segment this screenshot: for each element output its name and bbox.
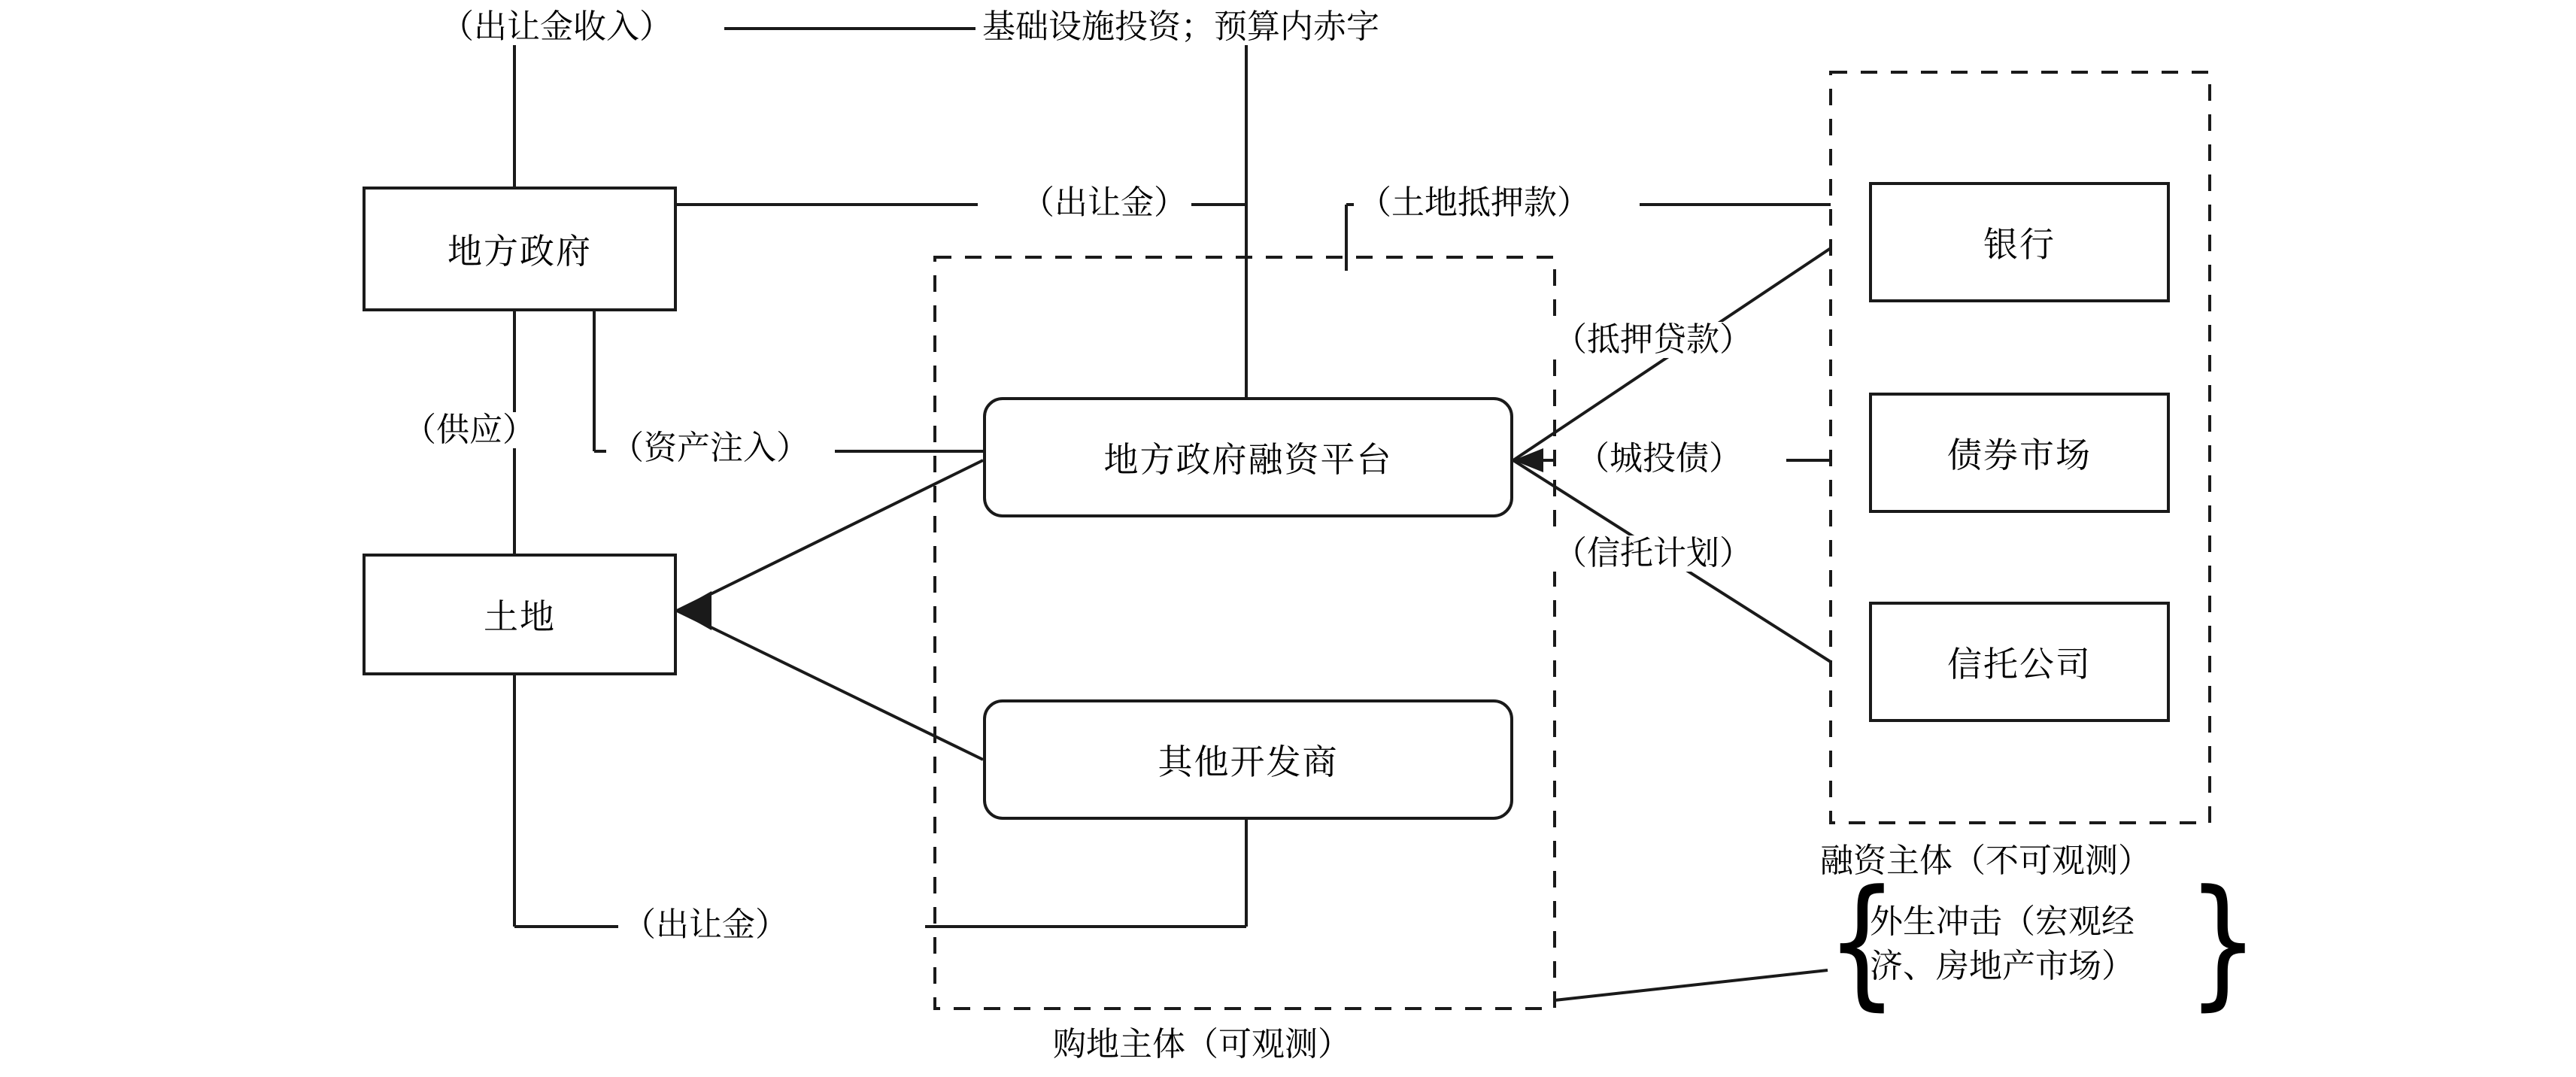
edge-label-land-mortgage-payment-text: （土地抵押款） [1358,184,1590,221]
edge-label-land-transfer-income-text: （出让金收入） [441,8,672,45]
node-bank[interactable] [1869,182,2170,302]
node-local-government[interactable] [363,187,677,311]
edge-label-land-transfer-fee-bottom [618,907,793,943]
edge-label-supply-text: （供应） [403,411,536,448]
annotation-exogenous-shock-line1: 外生冲击（宏观经 [1870,903,2135,940]
edge-label-land-transfer-fee-bottom-text: （出让金） [623,906,788,943]
node-bond-market-label: 债券市场 [1947,435,2092,475]
brace-left-icon: { [1826,860,1898,1024]
edge-label-supply [399,412,540,448]
arrow-land-fan [677,591,712,630]
edge-label-land-mortgage-payment [1354,185,1594,221]
node-other-developers[interactable] [983,699,1513,820]
node-local-government-label: 地方政府 [448,232,592,271]
group-label-land-purchasers [1053,1017,1351,1065]
annotation-exogenous-shock-line2: 济、房地产市场） [1870,948,2135,985]
line-land-to-otherdev [677,611,983,760]
edge-label-chengtou-bond [1572,441,1746,477]
node-trust-company-label: 信托公司 [1947,645,2092,684]
node-land-label: 土地 [484,597,556,636]
edge-label-trust-plan-text: （信托计划） [1554,535,1752,572]
brace-right-icon: } [2187,860,2259,1024]
edge-label-asset-injection-text: （资产注入） [611,429,809,466]
edge-label-chengtou-bond-text: （城投债） [1576,440,1742,477]
edge-label-trust-plan [1549,535,1757,572]
edge-label-infrastructure-investment [978,9,1384,45]
edge-label-infrastructure-investment-text: 基础设施投资；预算内赤字 [982,8,1379,45]
annotation-exogenous-shock [1870,900,2135,989]
line-purchasers-to-shock [1555,970,1828,1000]
node-bond-market[interactable] [1869,393,2170,513]
node-land[interactable] [363,554,677,675]
node-trust-company[interactable] [1869,602,2170,722]
node-other-developers-label: 其他开发商 [1158,742,1339,781]
edge-label-mortgage-loan [1549,322,1757,358]
node-lgfv[interactable] [983,397,1513,517]
edge-label-land-transfer-fee-top-text: （出让金） [1021,184,1187,221]
edge-label-land-transfer-income [436,9,677,45]
edge-label-land-transfer-fee-top [1017,185,1191,221]
edge-label-mortgage-loan-text: （抵押贷款） [1554,321,1752,358]
node-lgfv-label: 地方政府融资平台 [1103,440,1393,479]
line-land-to-lgfv [677,460,983,611]
edge-label-asset-injection [606,430,814,466]
group-label-financing-entities-text: 融资主体（不可观测） [1820,842,2151,879]
group-label-land-purchasers-text: 购地主体（可观测） [1053,1026,1351,1063]
node-bank-label: 银行 [1983,225,2056,264]
